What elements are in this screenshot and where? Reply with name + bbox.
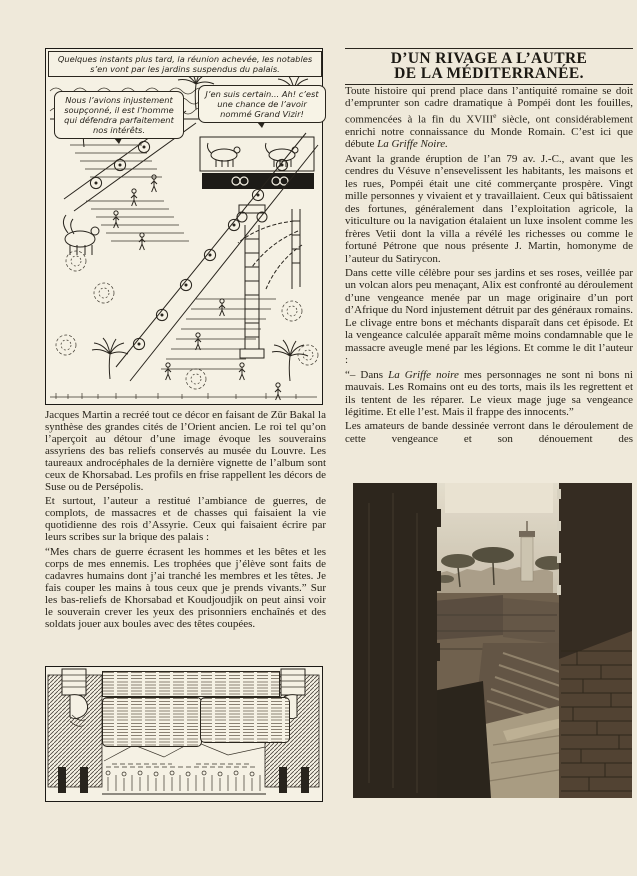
article-title xyxy=(345,51,633,81)
article-header xyxy=(345,48,633,85)
paragraph: Les amateurs de bande dessinée verront dans le déroulement de cette vengeance et son dénouement des xyxy=(345,420,633,445)
paragraph: Jacques Martin a recréé tout ce décor en faisant de Zūr Bakal la synthèse des grandes cités de l’Orient ancien. Le roi tel qu’on l’aperçoit au détour d’une image évoque les souverains assyriens des bas reliefs conservés au musée du Louvre. Les taureaux androcéphales de la dernière vignette de l’album sont ceux de Khorsabad. Les profils en frise rappellent les décors de Suse ou de Persépolis. xyxy=(45,409,326,494)
lamassu-left-figure xyxy=(48,669,102,793)
comic-caption: Quelques instants plus tard, la réunion achevée, les notables s’en vont par les jardins suspendus du palais. xyxy=(48,51,322,77)
comic-panel-hanging-gardens xyxy=(45,48,323,405)
speech-bubble-right: J’en suis certain... Ah! c’est une chance de l’avoir nommé Grand Vizir! xyxy=(198,85,326,123)
staircase-mid xyxy=(86,201,189,241)
right-column-text xyxy=(345,85,633,447)
title-line-2: DE LA MÉDITERRANÉE. xyxy=(394,65,584,82)
ruins-photograph xyxy=(353,483,632,798)
crowd-of-figures xyxy=(102,771,266,794)
left-column-text xyxy=(45,409,326,632)
comic-caption-illegible xyxy=(102,671,280,697)
speech-bubble-left: Nous l’avions injustement soupçonné, il est l’homme qui défendra parfaitement nos intérêts. xyxy=(54,91,184,139)
paragraph: Avant la grande éruption de l’an 79 av. J.-C., avant que les cendres du Vésuve n’ensevelissent les habitants, les maisons et les rues, Pompéi était une cité commerçante prospère. Vingt mille personnes y vivaient et y travaillaient. Ceux qui bâtissaient des fortunes, généralement dans l’exploitation agricole, la viticulture ou la navigation étalaient un luxe insolent comme les frères Vetii dont la villa a révélé les richesses ou comme le fortuné Pétrone que nous présente J. Martin, homonyme de l’auteur du Satirycon. xyxy=(345,152,633,265)
ruins-photo-art xyxy=(353,483,632,798)
title-line-1: D’UN RIVAGE A L’AUTRE xyxy=(390,50,588,67)
paragraph: Dans cette ville célèbre pour ses jardins et ses roses, veillée par un volcan alors peu menaçant, Alix est confronté au déroulement d’une vengeance menée par un mage originaire d’un port d’Afrique du Nord injustement détruit par des généraux romains. Le clivage entre bons et méchants disparaît dans cet épisode. Et la vengeance calculée apparaît même moins condamnable que le massacre aveugle mené par les légions. Et comme le dit l’auteur : xyxy=(345,267,633,367)
winged-lion-statue xyxy=(63,215,99,255)
speech-bubble-illegible-right xyxy=(200,697,290,743)
speech-bubble-illegible-left xyxy=(102,697,202,747)
paragraph: Toute histoire qui prend place dans l’antiquité romaine se doit d’emprunter son cadre dramatique à Pompéi dont les fouilles, commencées à la fin du XVIIIe siècle, ont considérablement enrichi notre connaissance du Monde Romain. C’est ici que débute La Griffe Noire. xyxy=(345,85,633,151)
paragraph: “Mes chars de guerre écrasent les hommes et les bêtes et les corps de mes ennemis. Les trophées que j’élève sont faits de cadavres humains dont j’ai tranché les membres et les têtes. Je fais couper les mains à tous ceux que je prends vivants.” Sur les bas-reliefs de Khorsabad et Koudjoudjik on peut ainsi voir le souverain crever les yeux des prisonniers enchaînés et des soldats jouer aux boules avec des têtes coupées. xyxy=(45,545,326,630)
staircase-upper xyxy=(70,145,162,177)
paragraph: “– Dans La Griffe noire mes personnages ne sont ni bons ni mauvais. Les Romains ont eu des torts, mais ils les regrettent et ils tentent de les réparer. Le vieux mage juge sa vengeance légitime. Et elle l’est. Mais il frappe des innocents.” xyxy=(345,368,633,418)
comic-panel-lamassu xyxy=(45,666,323,802)
paragraph: Et surtout, l’auteur a restitué l’ambiance de guerres, de complots, de massacres et de chasses qui faisaient la vie quotidienne des rois d’Assyrie. Ceux qui faisaient écrire par leurs scribes sur la brique des palais : xyxy=(45,495,326,544)
